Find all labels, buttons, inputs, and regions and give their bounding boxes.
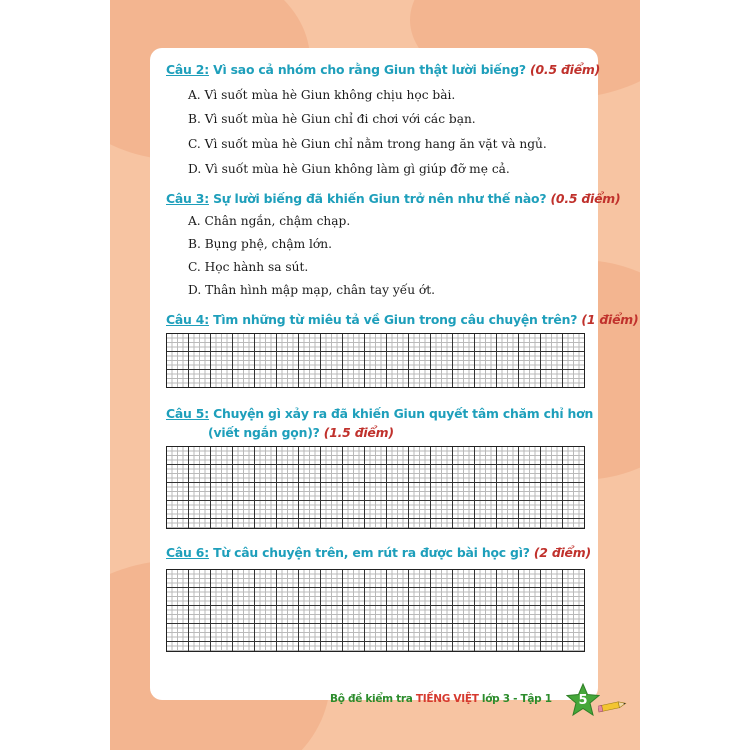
question-text: Từ câu chuyện trên, em rút ra được bài học gì? — [208, 545, 534, 560]
answer-grid-6[interactable] — [166, 569, 585, 652]
question-label: Câu 5: — [166, 406, 209, 421]
question-label: Câu 2: — [166, 62, 209, 77]
question-label: Câu 3: — [166, 191, 209, 206]
option-b: B. Vì suốt mùa hè Giun chỉ đi chơi với các bạn. — [188, 112, 476, 126]
option-c: C. Vì suốt mùa hè Giun chỉ nằm trong hang ăn vặt và ngủ. — [188, 137, 547, 151]
question-points: (1.5 điểm) — [323, 425, 394, 440]
question-points: (2 điểm) — [533, 545, 591, 560]
page-number: 5 — [578, 693, 588, 708]
question-label: Câu 4: — [166, 312, 209, 327]
question-text: Tìm những từ miêu tả về Giun trong câu chuyện trên? — [208, 312, 582, 327]
answer-grid-5[interactable] — [166, 446, 585, 529]
question-text: Vì sao cả nhóm cho rằng Giun thật lười biếng? — [208, 62, 531, 77]
option-a: A. Vì suốt mùa hè Giun không chịu học bài. — [188, 88, 456, 102]
book-title — [330, 693, 552, 705]
question-points: (0.5 điểm) — [550, 191, 621, 206]
question-text: (viết ngắn gọn)? — [208, 425, 324, 440]
question-label: Câu 6: — [166, 545, 209, 560]
question-text: Sự lười biếng đã khiến Giun trở nên như thế nào? — [208, 191, 551, 206]
option-d: D. Thân hình mập mạp, chân tay yếu ớt. — [188, 283, 436, 297]
question-points: (1 điểm) — [581, 312, 639, 327]
option-a: A. Chân ngắn, chậm chạp. — [188, 214, 351, 228]
option-c: C. Học hành sa sút. — [188, 260, 309, 274]
pencil-icon — [598, 699, 628, 713]
question-5-continued — [208, 425, 394, 440]
answer-grid-4[interactable] — [166, 333, 585, 388]
question-text: Chuyện gì xảy ra đã khiến Giun quyết tâm chăm chỉ hơn — [208, 406, 594, 421]
book-subject: TIẾNG VIỆT — [415, 693, 479, 705]
question-2 — [166, 62, 600, 77]
question-5 — [166, 406, 593, 421]
option-d: D. Vì suốt mùa hè Giun không làm gì giúp đỡ mẹ cả. — [188, 162, 510, 176]
option-b: B. Bụng phệ, chậm lớn. — [188, 237, 332, 251]
book-title-prefix: Bộ đề kiểm tra — [330, 693, 416, 705]
question-4 — [166, 312, 638, 327]
question-points: (0.5 điểm) — [530, 62, 601, 77]
book-title-suffix: lớp 3 - Tập 1 — [478, 693, 552, 705]
question-3 — [166, 191, 620, 206]
question-6 — [166, 545, 591, 560]
